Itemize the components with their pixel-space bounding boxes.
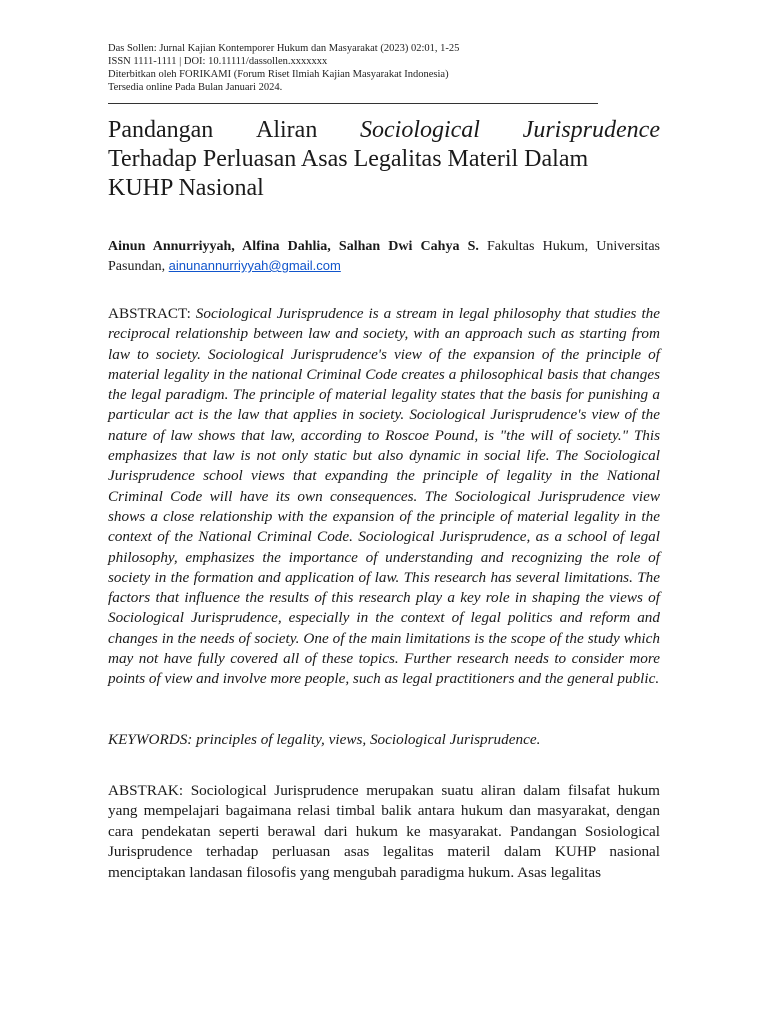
keywords-text: principles of legality, views, Sociological Jurisprudence. — [192, 731, 541, 748]
keywords-label: KEYWORDS: — [108, 731, 193, 748]
title-line-2: Terhadap Perluasan Asas Legalitas Materil Dalam — [108, 146, 589, 172]
author-names: Ainun Annurriyyah, Alfina Dahlia, Salhan Dwi Cahya S. — [108, 239, 479, 254]
paper-title — [108, 116, 660, 203]
title-word-1: Pandangan — [108, 117, 214, 143]
abstract-text: Sociological Jurisprudence is a stream in legal philosophy that studies the reciprocal relationship between law and society, with an approach such as starting from law to society. Sociological Jurisprudence's view of the expansion of the principle of material legality in the national Criminal Code creates a philosophical basis that changes the legal paradigm. The principle of material legality states that the basis for punishing a particular act is the law that applies in society. Sociological Jurisprudence's view of the nature of law shows that law, according to Roscoe Pound, is "the will of society." This emphasizes that law is not only static but also dynamic in social life. The Sociological Jurisprudence school views that expanding the principle of legality in the National Criminal Code will have its own consequences. The Sociological Jurisprudence view shows a close relationship with the expansion of the principle of material legality in the context of the National Criminal Code. Sociological Jurisprudence, as a school of legal philosophy, emphasizes the importance of understanding and recognizing the role of society in the formation and application of law. This research has several limitations. The factors that influence the results of this research play a key role in shaping the views of Sociological Jurisprudence, especially in the context of legal politics and reform and changes in the needs of society. One of the main limitations is the scope of the study which may not have fully covered all of these topics. Further research needs to consider more points of view and involve more people, such as legal practitioners and the general public. — [108, 305, 660, 688]
header-divider — [108, 103, 598, 104]
title-word-2: Aliran — [256, 117, 318, 143]
title-italic-2: Jurisprudence — [522, 117, 660, 143]
author-email-link[interactable]: ainunannurriyyah@gmail.com — [168, 258, 341, 273]
journal-header — [108, 42, 668, 94]
title-italic-1: Sociological — [360, 117, 480, 143]
abstrak-text: Sociological Jurisprudence merupakan suatu aliran dalam filsafat hukum yang mempelajari bagaimana relasi timbal balik antara hukum dan masyarakat, dengan cara pendekatan seperti berawal dari hukum ke masyarakat. Pandangan Sosiological Jurisprudence terhadap perluasan asas legalitas materil dalam KUHP nasional menciptakan landasan filosofis yang mengubah paradigma hukum. Asas legalitas — [108, 782, 660, 881]
title-line-1 — [108, 116, 660, 145]
title-line-3: KUHP Nasional — [108, 175, 264, 201]
publisher-line: Diterbitkan oleh FORIKAMI (Forum Riset Ilmiah Kajian Masyarakat Indonesia) — [108, 69, 449, 80]
abstract-english — [108, 304, 660, 690]
abstract-indonesian — [108, 781, 660, 883]
author-affiliation: Fakultas Hukum, Universitas Pasundan, — [108, 239, 660, 274]
journal-citation: Das Sollen: Jurnal Kajian Kontemporer Hukum dan Masyarakat (2023) 02:01, 1-25 — [108, 43, 460, 54]
online-date: Tersedia online Pada Bulan Januari 2024. — [108, 82, 283, 93]
author-block — [108, 237, 660, 276]
abstrak-label: ABSTRAK: — [108, 782, 184, 799]
keywords — [108, 730, 660, 750]
abstract-label: ABSTRACT: — [108, 305, 191, 322]
issn-doi: ISSN 1111-1111 | DOI: 10.11111/dassollen.xxxxxxx — [108, 56, 328, 67]
